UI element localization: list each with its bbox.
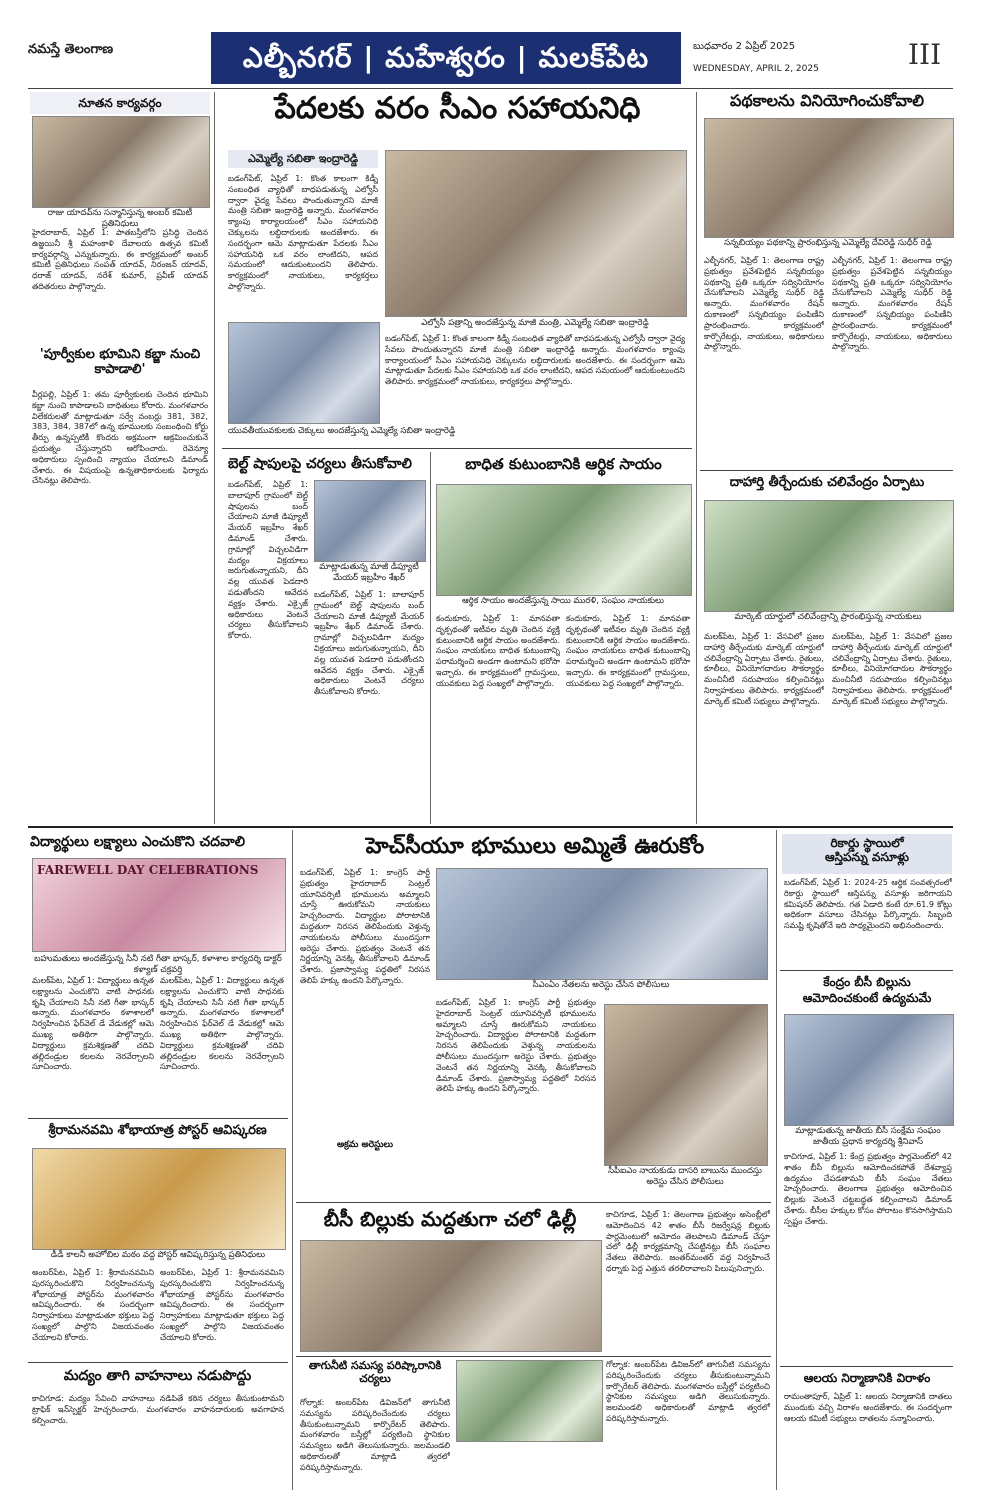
article-body: మలక్‌పేట, ఏప్రిల్ 1: వేసవిలో ప్రజల దాహార్తి తీర్చేందుకు మార్కెట్ యార్డులో చలివేంద్రాన్ని ఏర్పాటు చేశారు. రైతులు, కూలీలు, వినియోగదారుల సౌకర్యార్థం మంచినీటి సదుపాయం కల్పించినట్లు నిర్వాహకులు తెలిపారు. కార్యక్రమంలో మార్కెట్ కమిటీ సభ్యులు పాల్గొన్నారు. [704,632,824,706]
photo-caption: రాజు యాదవ్‌ను సన్మానిస్తున్న అంబర్ కమిటీ ప్రతినిధులు [47,208,193,229]
newspaper-brand: నమస్తే తెలంగాణ [28,42,114,57]
article-body: రామంతాపూర్, ఏప్రిల్ 1: ఆలయ నిర్మాణానికి దాతలు ముందుకు వచ్చి విరాళం అందజేశారు. ఈ సందర్భంగా ఆలయ కమిటీ సభ్యులు దాతలను సన్మానించారు. [784,1392,952,1423]
masthead-divider [28,88,953,89]
photo-caption: ఆర్థిక సాయం అందజేస్తున్న సాయి మురళి, సంఘం నాయకులు [462,596,664,606]
leader-photo [784,1014,954,1126]
article-body-continued: మలక్‌పేట, ఏప్రిల్ 1: వేసవిలో ప్రజల దాహార్తి తీర్చేందుకు మార్కెట్ యార్డులో చలివేంద్రాన్ని ఏర్పాటు చేశారు. రైతులు, కూలీలు, వినియోగదారుల సౌకర్యార్థం మంచినీటి సదుపాయం కల్పించినట్లు నిర్వాహకులు తెలిపారు. కార్యక్రమంలో మార్కెట్ కమిటీ సభ్యులు పాల్గొన్నారు. [832,632,952,706]
arrest-photo [436,868,768,980]
article-body: బడంగ్‌పేట్, ఏప్రిల్ 1: కాంగ్రెస్ పార్టీ ప్రభుత్వం హైదరాబాద్ సెంట్రల్ యూనివర్సిటీ భూములను అమ్మాలని చూస్తే ఊరుకోమని నాయకులు హెచ్చరించారు. విద్యార్థుల పోరాటానికి మద్దతుగా నిరసన తెలిపేందుకు వెళ్తున్న నాయకులను పోలీసులు ముందస్తుగా అరెస్టు చేశారు. ప్రభుత్వం వెంటనే తన నిర్ణయాన్ని వెనక్కి తీసుకోవాలని డిమాండ్ చేశారు. ప్రజాస్వామ్య పద్ధతిలో నిరసన తెలిపే హక్కు ఉందని పేర్కొన్నారు. [300,868,430,985]
article-body: కాచిగూడ, ఏప్రిల్ 1: కేంద్ర ప్రభుత్వం పార్లమెంట్‌లో 42 శాతం బీసీ బిల్లును ఆమోదించకపోతే దేశవ్యాప్త ఉద్యమం చేపడతామని బీసీ సంఘం నేతలు హెచ్చరించారు. తెలంగాణ ప్రభుత్వం ఆమోదించిన బిల్లుకు వెంటనే చట్టబద్ధత కల్పించాలని డిమాండ్ చేశారు. బీసీల హక్కుల కోసం పోరాటం కొనసాగిస్తామని స్పష్టం చేశారు. [784,1152,952,1226]
byline: ఎమ్మెల్యే సబితా ఇంద్రారెడ్డి [247,152,359,165]
column-divider [430,452,431,824]
farewell-photo [32,858,286,952]
photo-caption: యువతీయువకులకు చెక్కులు అందజేస్తున్న ఎమ్మెల్యే సబితా ఇంద్రారెడ్డి [228,426,456,436]
article-headline: శ్రీరామనవమి శోభాయాత్ర పోస్టర్ ఆవిష్కరణ [48,1123,267,1138]
photo-caption: మాట్లాడుతున్న మాజీ డిప్యూటీ మేయర్ ఇబ్రహీం శేఖర్ [319,562,419,583]
article-body-continued: మలక్‌పేట, ఏప్రిల్ 1: విద్యార్థులు ఉన్నత లక్ష్యాలను ఎంచుకొని వాటి సాధనకు కృషి చేయాలని సినీ నటి గీతా భాస్కర్ అన్నారు. మంగళవారం కళాశాలలో నిర్వహించిన ఫేర్‌వెల్ డే వేడుకల్లో ఆమె ముఖ్య అతిథిగా పాల్గొన్నారు. విద్యార్థులు క్రమశిక్షణతో చదివి తల్లిదండ్రుల కలలను నెరవేర్చాలని సూచించారు. [160,976,284,1072]
scheme-photo [704,118,954,238]
main-photo [385,150,687,317]
date-telugu: బుధవారం 2 ఏప్రిల్ 2025 [693,41,796,52]
section-divider [28,1118,288,1119]
photo-caption: సీపీఐఎం నాయకుడు దాసరి బాబును ముందస్తు అరెస్టు చేసిన పోలీసులు [608,1166,762,1187]
article-body: కందుకూరు, ఏప్రిల్ 1: మానవతా దృక్పథంతో ఇటీవల మృతి చెందిన వ్యక్తి కుటుంబానికి ఆర్థిక సాయం అందజేశారు. సంఘం నాయకులు బాధిత కుటుంబాన్ని పరామర్శించి అండగా ఉంటామని భరోసా ఇచ్చారు. ఈ కార్యక్రమంలో గ్రామస్తులు, యువకులు పెద్ద సంఖ్యలో పాల్గొన్నారు. [436,614,560,688]
article-headline: ఆలయ నిర్మాణానికి విరాళం [803,1371,931,1385]
article-body: గోల్నాక: అంబర్‌పేట డివిజన్‌లో తాగునీటి సమస్యను పరిష్కరించేందుకు చర్యలు తీసుకుంటున్నామని కార్పొరేటర్ తెలిపారు. మంగళవారం బస్తీల్లో పర్యటించి స్థానికుల సమస్యలు అడిగి తెలుసుకున్నారు. జలమండలి అధికారులతో మాట్లాడి త్వరలో పరిష్కరిస్తామన్నారు. [300,1398,450,1472]
article-body: బడంగ్‌పేట్, ఏప్రిల్ 1: 2024-25 ఆర్థిక సంవత్సరంలో రికార్డు స్థాయిలో ఆస్తిపన్ను వసూళ్లు జరిగాయని కమిషనర్ తెలిపారు. గత ఏడాది కంటే రూ.61.9 కోట్లు అధికంగా వసూలు చేసినట్లు పేర్కొన్నారు. సిబ్బంది సమష్టి కృషితోనే ఇది సాధ్యమైందని అభినందించారు. [784,878,952,931]
column-divider [292,830,293,1490]
article-headline: దాహార్తి తీర్చేందుకు చలివేంద్రం ఏర్పాటు [729,475,925,490]
fold-divider [28,826,953,828]
farewell-banner: FAREWELL DAY CELEBRATIONS [37,863,259,877]
article-headline: బాధిత కుటుంబానికి ఆర్థిక సాయం [465,455,662,473]
article-body: బడంగ్‌పేట్, ఏప్రిల్ 1: బాలాపూర్ గ్రామంలో బెల్ట్ షాపులను బంద్ చేయాలని మాజీ డిప్యూటీ మేయర్ ఇబ్రహీం శేఖర్ డిమాండ్ చేశారు. గ్రామాల్లో విచ్చలవిడిగా మద్యం విక్రయాలు జరుగుతున్నాయని, దీని వల్ల యువత పెడదారి పడుతోందని ఆవేదన వ్యక్తం చేశారు. ఎక్సైజ్ అధికారులు వెంటనే చర్యలు తీసుకోవాలని కోరారు. [228,480,308,641]
page-number: III [908,38,942,71]
article-body-continued: బడంగ్‌పేట్, ఏప్రిల్ 1: కాంగ్రెస్ పార్టీ ప్రభుత్వం హైదరాబాద్ సెంట్రల్ యూనివర్సిటీ భూములను అమ్మాలని చూస్తే ఊరుకోమని నాయకులు హెచ్చరించారు. విద్యార్థుల పోరాటానికి మద్దతుగా నిరసన తెలిపేందుకు వెళ్తున్న నాయకులను పోలీసులు ముందస్తుగా అరెస్టు చేశారు. ప్రభుత్వం వెంటనే తన నిర్ణయాన్ని వెనక్కి తీసుకోవాలని డిమాండ్ చేశారు. ప్రజాస్వామ్య పద్ధతిలో నిరసన తెలిపే హక్కు ఉందని పేర్కొన్నారు. [436,998,596,1094]
article-body-continued: కందుకూరు, ఏప్రిల్ 1: మానవతా దృక్పథంతో ఇటీవల మృతి చెందిన వ్యక్తి కుటుంబానికి ఆర్థిక సాయం అందజేశారు. సంఘం నాయకులు బాధిత కుటుంబాన్ని పరామర్శించి అండగా ఉంటామని భరోసా ఇచ్చారు. ఈ కార్యక్రమంలో గ్రామస్తులు, యువకులు పెద్ద సంఖ్యలో పాల్గొన్నారు. [566,614,690,688]
article-headline: 'పూర్వీకుల భూమిని కబ్జా నుంచి కాపాడాలి' [39,347,201,377]
article-headline: రికార్డు స్థాయిలో [830,836,904,850]
article-headline: పథకాలను వినియోగించుకోవాలి [730,91,924,110]
section-divider [296,1202,771,1203]
section-heading: నూతన కార్యవర్గం [78,96,162,110]
article-body-continued: బడంగ్‌పేట్, ఏప్రిల్ 1: బాలాపూర్ గ్రామంలో బెల్ట్ షాపులను బంద్ చేయాలని మాజీ డిప్యూటీ మేయర్ ఇబ్రహీం శేఖర్ డిమాండ్ చేశారు. గ్రామాల్లో విచ్చలవిడిగా మద్యం విక్రయాలు జరుగుతున్నాయని, దీని వల్ల యువత పెడదారి పడుతోందని ఆవేదన వ్యక్తం చేశారు. ఎక్సైజ్ అధికారులు వెంటనే చర్యలు తీసుకోవాలని కోరారు. [314,590,424,697]
article-headline: బీసీ బిల్లుకు మద్దతుగా చలో ఢిల్లీ [323,1207,577,1231]
article-body: వీర్లపల్లి, ఏప్రిల్ 1: తమ పూర్వీకులకు చెందిన భూమిని కబ్జా నుంచి కాపాడాలని బాధితులు కోరారు. మంగళవారం విలేకరులతో మాట్లాడుతూ సర్వే నంబర్లు 381, 382, 383, 384, 387లో ఉన్న భూములకు సంబంధించి కోర్టు తీర్పు ఉన్నప్పటికీ కొందరు అక్రమంగా ఆక్రమించుకునే ప్రయత్నం చేస్తున్నారని ఆరోపించారు. రెవెన్యూ అధికారులు స్పందించి న్యాయం చేయాలని డిమాండ్ చేశారు. ఈ విషయంపై ఉన్నతాధికారులకు ఫిర్యాదు చేసినట్లు తెలిపారు. [32,390,208,486]
committee-photo [32,116,210,208]
left-head-box [30,92,210,114]
water-center-photo [704,500,954,612]
column-divider [776,830,777,1490]
photo-caption: ఎల్వోసీ పత్రాన్ని అందజేస్తున్న మాజీ మంత్రి, ఎమ్మెల్యే సబితా ఇంద్రారెడ్డి [421,318,649,328]
section-divider [780,1366,953,1367]
article-body-continued: అంబర్‌పేట, ఏప్రిల్ 1: శ్రీరామనవమిని పురస్కరించుకొని నిర్వహించనున్న శోభాయాత్ర పోస్టర్‌ను మంగళవారం ఆవిష్కరించారు. ఈ సందర్భంగా నిర్వాహకులు మాట్లాడుతూ భక్తులు పెద్ద సంఖ్యలో పాల్గొని విజయవంతం చేయాలని కోరారు. [160,1268,284,1342]
delhi-photo [300,1240,602,1352]
section-divider [700,470,953,471]
article-body: అంబర్‌పేట, ఏప్రిల్ 1: శ్రీరామనవమిని పురస్కరించుకొని నిర్వహించనున్న శోభాయాత్ర పోస్టర్‌ను మంగళవారం ఆవిష్కరించారు. ఈ సందర్భంగా నిర్వాహకులు మాట్లాడుతూ భక్తులు పెద్ద సంఖ్యలో పాల్గొని విజయవంతం చేయాలని కోరారు. [32,1268,154,1342]
article-headline-line2: ఆస్తిపన్ను వసూళ్లు [825,849,909,864]
byline-box [228,150,378,168]
article-body: మలక్‌పేట, ఏప్రిల్ 1: విద్యార్థులు ఉన్నత లక్ష్యాలను ఎంచుకొని వాటి సాధనకు కృషి చేయాలని సినీ నటి గీతా భాస్కర్ అన్నారు. మంగళవారం కళాశాలలో నిర్వహించిన ఫేర్‌వెల్ డే వేడుకల్లో ఆమె ముఖ్య అతిథిగా పాల్గొన్నారు. విద్యార్థులు క్రమశిక్షణతో చదివి తల్లిదండ్రుల కలలను నెరవేర్చాలని సూచించారు. [32,976,154,1072]
article-headline: మద్యం తాగి వాహనాలు నడుపొద్దు [63,1368,252,1384]
article-subhead: అక్రమ అరెస్టులు [336,1140,394,1150]
column-divider [214,92,215,824]
second-photo [228,322,380,424]
photo-caption: మాట్లాడుతున్న జాతీయ బీసీ సంక్షేమ సంఘం జాతీయ ప్రధాన కార్యదర్శి శ్రీనివాస్ [795,1126,941,1147]
poster-photo [32,1148,286,1250]
column-divider [696,92,697,824]
section-divider [780,970,953,971]
records-head-box [782,834,952,874]
article-body: ఎల్బీనగర్, ఏప్రిల్ 1: తెలంగాణ రాష్ట్ర ప్రభుత్వం ప్రవేశపెట్టిన సన్నబియ్యం పథకాన్ని ప్రతి ఒక్కరూ సద్వినియోగం చేసుకోవాలని ఎమ్మెల్యే సుధీర్ రెడ్డి అన్నారు. మంగళవారం రేషన్ దుకాణంలో సన్నబియ్యం పంపిణీని ప్రారంభించారు. కార్యక్రమంలో కార్పొరేటర్లు, నాయకులు, అధికారులు పాల్గొన్నారు. [704,256,824,352]
article-body-continued: ఎల్బీనగర్, ఏప్రిల్ 1: తెలంగాణ రాష్ట్ర ప్రభుత్వం ప్రవేశపెట్టిన సన్నబియ్యం పథకాన్ని ప్రతి ఒక్కరూ సద్వినియోగం చేసుకోవాలని ఎమ్మెల్యే సుధీర్ రెడ్డి అన్నారు. మంగళవారం రేషన్ దుకాణంలో సన్నబియ్యం పంపిణీని ప్రారంభించారు. కార్యక్రమంలో కార్పొరేటర్లు, నాయకులు, అధికారులు పాల్గొన్నారు. [832,256,952,352]
article-body-continued: గోల్నాక: అంబర్‌పేట డివిజన్‌లో తాగునీటి సమస్యను పరిష్కరించేందుకు చర్యలు తీసుకుంటున్నామని కార్పొరేటర్ తెలిపారు. మంగళవారం బస్తీల్లో పర్యటించి స్థానికుల సమస్యలు అడిగి తెలుసుకున్నారు. జలమండలి అధికారులతో మాట్లాడి త్వరలో పరిష్కరిస్తామన్నారు. [606,1360,770,1423]
photo-caption: మార్కెట్ యార్డులో చలివేంద్రాన్ని ప్రారంభిస్తున్న నాయకులు [734,612,922,622]
photo-caption: సీఎంఏం నేతలను అరెస్టు చేసిన పోలీసులు [532,980,670,990]
date-english: WEDNESDAY, APRIL 2, 2025 [693,64,819,74]
article-body: కాచిగూడ: మద్యం సేవించి వాహనాలు నడిపితే కఠిన చర్యలు తీసుకుంటామని ట్రాఫిక్ ఇన్‌స్పెక్టర్ హెచ్చరించారు. మంగళవారం వాహనదారులకు అవగాహన కల్పించారు. [32,1394,284,1425]
section-divider [28,1362,288,1363]
article-headline: తాగునీటి సమస్య పరిష్కారానికి చర్యలు [308,1359,442,1385]
article-body: కాచిగూడ, ఏప్రిల్ 1: తెలంగాణ ప్రభుత్వం అసెంబ్లీలో ఆమోదించిన 42 శాతం బీసీ రిజర్వేషన్ల బిల్లుకు పార్లమెంటులో ఆమోదం తెలపాలని డిమాండ్ చేస్తూ చలో ఢిల్లీ కార్యక్రమాన్ని చేపట్టినట్లు బీసీ సంఘాల నేతలు తెలిపారు. జంతర్‌మంతర్ వద్ద నిర్వహించే ధర్నాకు పెద్ద ఎత్తున తరలిరావాలని పిలుపునిచ్చారు. [606,1210,770,1273]
article-headline: బెల్ట్ షాపులపై చర్యలు తీసుకోవాలి [228,456,412,472]
family-photo [436,484,692,596]
article-headline: హెచ్‌సీయూ భూములు అమ్మితే ఊరుకోం [365,834,705,859]
article-body: హైదరాబాద్, ఏప్రిల్ 1: పాతబస్తీలోని ప్రసిద్ధి చెందిన ఉజ్జయినీ శ్రీ మహంకాళి దేవాలయ ఉత్సవ కమిటీ కార్యవర్గాన్ని ఎన్నుకున్నారు. ఈ కార్యక్రమంలో అంబర్ కమిటీ ప్రతినిధులు సంపత్ యాదవ్, నిరంజన్ యాదవ్, ధరాజ్ యాదవ్, నరేశ్ కుమార్, ప్రవీణ్ యాదవ్ తదితరులు పాల్గొన్నారు. [32,228,208,291]
section-divider [296,1356,771,1357]
article-headline: కేంద్రం బీసీ బిల్లును [823,975,911,989]
second-arrest-photo [604,1004,768,1166]
photo-caption: డీడీ కాలనీ అహోబిల మఠం వద్ద పోస్టర్ ఆవిష్కరిస్తున్న ప్రతినిధులు [50,1250,266,1260]
edition-banner: ఎల్బీనగర్ | మహేశ్వరం | మలక్‌పేట [211,32,681,84]
speaker-photo [314,480,426,562]
water-photo [456,1360,603,1442]
masthead [28,32,953,86]
article-headline: విద్యార్థులు లక్ష్యాలు ఎంచుకొని చదవాలి [30,834,245,850]
article-headline-line2: ఆమోదించకుంటే ఉద్యమమే [802,991,932,1005]
photo-caption: బహుమతులు అందజేస్తున్న సినీ నటి గీతా భాస్కర్, కళాశాల కార్యదర్శి డాక్టర్ కళ్యాణ్ చక్రవర్తి [34,954,282,975]
article-body: బడంగ్‌పేట్, ఏప్రిల్ 1: కొంత కాలంగా కిడ్నీ సంబంధిత వ్యాధితో బాధపడుతున్న ఎల్వోసీ ద్వారా వైద్య సేవలు పొందుతున్నారని మాజీ మంత్రి సబితా ఇంద్రారెడ్డి అన్నారు. మంగళవారం క్యాంపు కార్యాలయంలో సీఎం సహాయనిధి చెక్కులను లబ్ధిదారులకు అందజేశారు. ఈ సందర్భంగా ఆమె మాట్లాడుతూ పేదలకు సీఎం సహాయనిధి ఒక వరం లాంటిదని, ఆపద సమయంలో ఆదుకుంటుందని తెలిపారు. కార్యక్రమంలో నాయకులు, కార్యకర్తలు పాల్గొన్నారు. [228,174,378,291]
section-divider [222,448,692,449]
photo-caption: సన్నబియ్యం పథకాన్ని ప్రారంభిస్తున్న ఎమ్మెల్యే దేవిరెడ్డి సుధీర్ రెడ్డి [724,238,932,248]
article-body-continued: బడంగ్‌పేట్, ఏప్రిల్ 1: కొంత కాలంగా కిడ్నీ సంబంధిత వ్యాధితో బాధపడుతున్న ఎల్వోసీ ద్వారా వైద్య సేవలు పొందుతున్నారని మాజీ మంత్రి సబితా ఇంద్రారెడ్డి అన్నారు. మంగళవారం క్యాంపు కార్యాలయంలో సీఎం సహాయనిధి చెక్కులను లబ్ధిదారులకు అందజేశారు. ఈ సందర్భంగా ఆమె మాట్లాడుతూ పేదలకు సీఎం సహాయనిధి ఒక వరం లాంటిదని, ఆపద సమయంలో ఆదుకుంటుందని తెలిపారు. కార్యక్రమంలో నాయకులు, కార్యకర్తలు పాల్గొన్నారు. [385,334,685,387]
main-headline: పేదలకు వరం సీఎం సహాయనిధి [274,91,641,126]
